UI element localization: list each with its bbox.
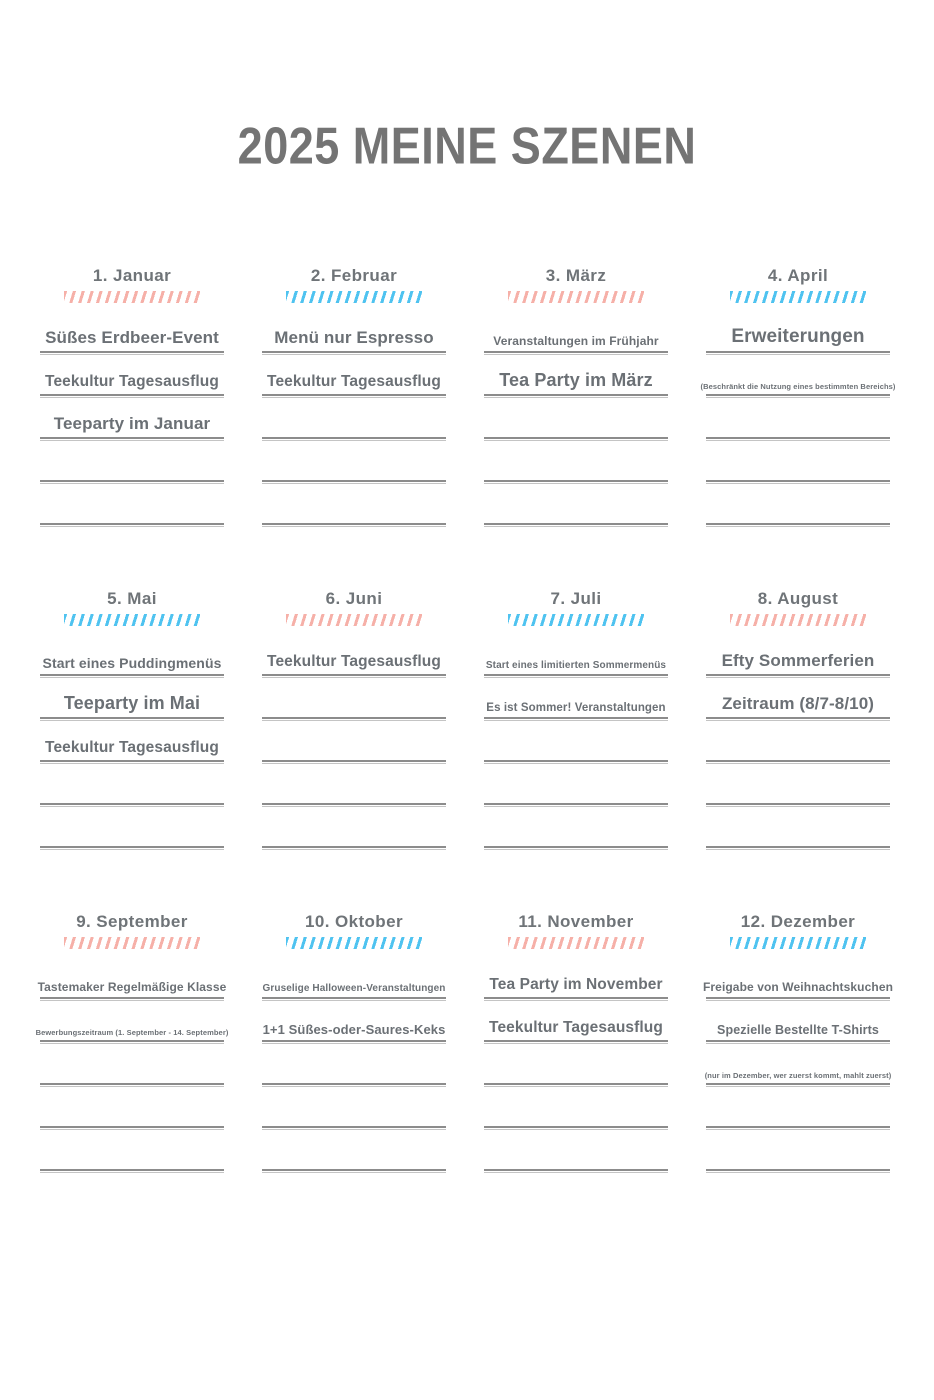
month-title: 5. Mai xyxy=(107,589,157,608)
entry-text: Süßes Erdbeer-Event xyxy=(45,328,219,347)
entry-slot xyxy=(262,398,446,441)
entry-underline xyxy=(706,1169,890,1173)
entry-slot xyxy=(262,1044,446,1087)
entry-slot xyxy=(262,764,446,807)
month-slots xyxy=(40,312,224,527)
entry-slot xyxy=(262,1001,446,1044)
month-card xyxy=(35,912,229,1173)
accent-dashes-icon xyxy=(64,937,200,949)
entry-slot xyxy=(37,958,227,1001)
entry-text: Gruselige Halloween-Veranstaltungen xyxy=(262,983,446,994)
month-card xyxy=(262,589,446,850)
entry-slot xyxy=(484,441,668,484)
accent-dashes-icon xyxy=(508,291,644,303)
accent-dashes-icon xyxy=(730,614,866,626)
accent-dashes-icon xyxy=(286,291,422,303)
entry-slot xyxy=(706,312,890,355)
month-title: 6. Juni xyxy=(325,589,383,608)
entry-slot xyxy=(40,807,224,850)
entry-underline xyxy=(262,523,446,527)
entry-text: Freigabe von Weihnachtskuchen xyxy=(702,980,894,994)
entry-text: Teekultur Tagesausflug xyxy=(45,739,219,756)
entry-underline xyxy=(262,1169,446,1173)
entry-slot xyxy=(702,958,894,1001)
entry-slot xyxy=(262,958,446,1001)
entry-slot xyxy=(262,807,446,850)
entry-underline xyxy=(40,523,224,527)
entry-text: 1+1 Süßes-oder-Saures-Keks xyxy=(262,1022,446,1037)
entry-slot xyxy=(40,484,224,527)
entry-slot xyxy=(484,1087,668,1130)
entry-text: Bewerbungszeitraum (1. September - 14. September) xyxy=(35,1028,229,1037)
entry-text: Erweiterungen xyxy=(731,326,865,347)
entry-slot xyxy=(484,1001,668,1044)
entry-slot xyxy=(40,1087,224,1130)
accent-dashes-icon xyxy=(730,937,866,949)
month-title: 10. Oktober xyxy=(305,912,403,931)
entry-slot xyxy=(484,398,668,441)
entry-slot xyxy=(262,312,446,355)
month-slots xyxy=(702,958,894,1173)
entry-slot xyxy=(706,441,890,484)
entry-slot xyxy=(40,441,224,484)
entry-text: Teekultur Tagesausflug xyxy=(489,1019,663,1036)
month-card xyxy=(262,912,446,1173)
entry-slot xyxy=(40,1044,224,1087)
entry-slot xyxy=(700,355,896,398)
entry-slot xyxy=(706,484,890,527)
entry-slot xyxy=(262,1130,446,1173)
month-slots xyxy=(484,635,668,850)
entry-slot xyxy=(706,721,890,764)
entry-slot xyxy=(484,312,668,355)
month-card xyxy=(40,589,224,850)
month-title: 1. Januar xyxy=(92,266,172,285)
month-title: 9. September xyxy=(76,912,188,931)
month-card xyxy=(40,266,224,527)
month-slots xyxy=(700,312,896,527)
entry-slot xyxy=(262,441,446,484)
entry-slot xyxy=(484,484,668,527)
calendar-grid xyxy=(35,266,896,1173)
entry-slot xyxy=(484,355,668,398)
month-card xyxy=(484,266,668,527)
entry-slot xyxy=(40,398,224,441)
entry-slot xyxy=(40,312,224,355)
month-title: 3. März xyxy=(545,266,607,285)
month-card xyxy=(702,912,894,1173)
month-card xyxy=(700,266,896,527)
accent-dashes-icon xyxy=(730,291,866,303)
month-title: 8. August xyxy=(757,589,839,608)
entry-underline xyxy=(706,846,890,850)
entry-text: Teeparty im Mai xyxy=(63,693,201,713)
entry-slot xyxy=(706,764,890,807)
month-slots xyxy=(262,312,446,527)
entry-text: Tea Party im März xyxy=(499,370,653,390)
accent-dashes-icon xyxy=(508,937,644,949)
entry-underline xyxy=(262,846,446,850)
entry-slot xyxy=(35,1001,229,1044)
month-title: 7. Juli xyxy=(550,589,602,608)
month-card xyxy=(262,266,446,527)
entry-text: (nur im Dezember, wer zuerst kommt, mahlt zuerst) xyxy=(704,1071,892,1080)
month-slots xyxy=(35,958,229,1173)
month-slots xyxy=(262,635,446,850)
entry-underline xyxy=(40,1169,224,1173)
entry-slot xyxy=(40,764,224,807)
entry-underline xyxy=(706,523,890,527)
month-slots xyxy=(40,635,224,850)
month-card xyxy=(484,912,668,1173)
entry-text: Teekultur Tagesausflug xyxy=(267,653,441,670)
month-slots xyxy=(484,958,668,1173)
entry-text: Teeparty im Januar xyxy=(53,414,211,433)
entry-slot xyxy=(40,635,224,678)
entry-slot xyxy=(262,635,446,678)
page-title: 2025 MEINE SZENEN xyxy=(237,115,697,175)
entry-slot xyxy=(484,958,668,1001)
entry-slot xyxy=(40,678,224,721)
month-card xyxy=(484,589,668,850)
entry-slot xyxy=(40,355,224,398)
entry-slot xyxy=(706,1044,890,1087)
entry-text: Es ist Sommer! Veranstaltungen xyxy=(486,702,666,714)
entry-text: Start eines Puddingmenüs xyxy=(42,655,222,671)
entry-slot xyxy=(484,807,668,850)
entry-text: Start eines limitierten Sommermenüs xyxy=(485,660,667,671)
accent-dashes-icon xyxy=(64,614,200,626)
entry-slot xyxy=(262,721,446,764)
entry-text: Efty Sommerferien xyxy=(721,651,875,670)
accent-dashes-icon xyxy=(508,614,644,626)
entry-underline xyxy=(40,846,224,850)
entry-text: Tastemaker Regelmäßige Klasse xyxy=(37,980,227,994)
entry-text: Menü nur Espresso xyxy=(274,328,434,347)
entry-slot xyxy=(484,635,668,678)
entry-slot xyxy=(262,1087,446,1130)
entry-slot xyxy=(706,807,890,850)
entry-slot xyxy=(40,721,224,764)
month-title: 4. April xyxy=(767,266,829,285)
month-slots xyxy=(262,958,446,1173)
entry-text: Tea Party im November xyxy=(489,976,663,993)
entry-slot xyxy=(706,398,890,441)
entry-text: Veranstaltungen im Frühjahr xyxy=(493,334,659,348)
month-title: 12. Dezember xyxy=(740,912,856,931)
month-title: 11. November xyxy=(518,912,634,931)
entry-text: Zeitraum (8/7-8/10) xyxy=(721,694,875,713)
entry-slot xyxy=(262,355,446,398)
entry-slot xyxy=(706,1087,890,1130)
entry-text: Spezielle Bestellte T-Shirts xyxy=(717,1023,879,1037)
accent-dashes-icon xyxy=(64,291,200,303)
month-slots xyxy=(706,635,890,850)
entry-slot xyxy=(484,1044,668,1087)
entry-slot xyxy=(484,1130,668,1173)
entry-slot xyxy=(484,764,668,807)
accent-dashes-icon xyxy=(286,937,422,949)
entry-slot xyxy=(262,678,446,721)
entry-slot xyxy=(262,484,446,527)
entry-slot xyxy=(484,721,668,764)
entry-text: (Beschränkt die Nutzung eines bestimmten Bereichs) xyxy=(700,382,896,391)
entry-text: Teekultur Tagesausflug xyxy=(45,373,219,390)
entry-underline xyxy=(484,523,668,527)
month-card xyxy=(706,589,890,850)
entry-text: Teekultur Tagesausflug xyxy=(267,373,441,390)
month-slots xyxy=(484,312,668,527)
entry-slot xyxy=(706,1001,890,1044)
entry-underline xyxy=(484,1169,668,1173)
entry-slot xyxy=(706,1130,890,1173)
entry-underline xyxy=(484,846,668,850)
entry-slot xyxy=(484,678,668,721)
accent-dashes-icon xyxy=(286,614,422,626)
month-title: 2. Februar xyxy=(310,266,398,285)
entry-slot xyxy=(40,1130,224,1173)
entry-slot xyxy=(706,635,890,678)
entry-slot xyxy=(706,678,890,721)
